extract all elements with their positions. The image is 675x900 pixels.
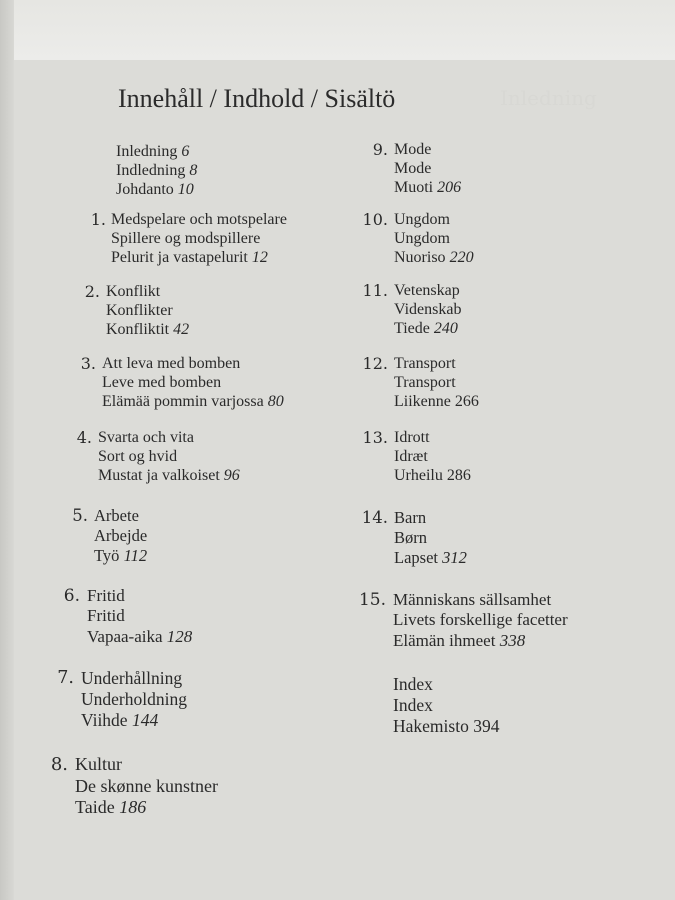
chapter-14-page: 312 (442, 547, 467, 567)
chapter-6-page: 128 (166, 626, 193, 646)
bleed-through-heading: Inledning (500, 86, 597, 110)
chapter-10 (394, 210, 474, 268)
chapter-8-page: 186 (119, 797, 147, 818)
chapter-7-fi: Viihde (81, 710, 128, 730)
chapter-15-number: 15. (358, 590, 386, 610)
chapter-12 (394, 354, 479, 412)
intro-fi-page: 10 (177, 181, 194, 199)
chapter-10-sv: Ungdom (394, 211, 450, 228)
chapter-3 (102, 354, 284, 412)
chapter-3-page: 80 (267, 393, 284, 411)
chapter-6-fi: Vapaa-aika (87, 626, 163, 646)
chapter-4-number: 4. (76, 428, 92, 447)
chapter-6 (87, 586, 192, 647)
chapter-5-page: 112 (123, 545, 148, 565)
chapter-6-da: Fritid (87, 606, 125, 626)
chapter-10-fi: Nuoriso (394, 249, 446, 267)
chapter-15-page: 338 (499, 630, 526, 650)
chapter-9 (394, 140, 461, 198)
chapter-8-fi: Taide (75, 797, 115, 818)
toc-intro (116, 142, 197, 200)
chapter-2-da: Konflikter (106, 302, 173, 320)
chapter-4-da: Sort og hvid (98, 448, 178, 466)
chapter-7 (81, 668, 187, 731)
chapter-11-page: 240 (433, 320, 458, 338)
chapter-13-fi: Urheilu (394, 467, 443, 485)
chapter-5-sv: Arbete (94, 506, 139, 525)
chapter-11-sv: Vetenskap (394, 282, 460, 299)
chapter-9-da: Mode (394, 160, 432, 178)
chapter-7-page: 144 (131, 710, 159, 730)
chapter-11-number: 11. (362, 281, 388, 300)
chapter-7-da: Underholdning (81, 689, 187, 709)
toc-index (393, 674, 499, 737)
chapter-8-number: 8. (50, 754, 68, 775)
chapter-14-da: Børn (394, 527, 427, 547)
chapter-14-sv: Barn (394, 508, 427, 527)
chapter-2-fi: Konfliktit (106, 321, 170, 339)
chapter-9-page: 206 (437, 179, 462, 197)
chapter-13 (394, 428, 471, 486)
chapter-1-page: 12 (251, 249, 268, 267)
chapter-8 (75, 754, 218, 819)
chapter-12-page: 266 (454, 393, 479, 411)
chapter-1-da: Spillere og modspillere (111, 230, 261, 248)
binding-edge (0, 0, 14, 900)
chapter-15 (393, 590, 568, 651)
chapter-8-da: De skønne kunstner (75, 775, 218, 796)
intro-fi: Johdanto (116, 181, 174, 199)
chapter-5-number: 5. (72, 506, 88, 525)
chapter-9-sv: Mode (394, 141, 432, 158)
chapter-14-fi: Lapset (394, 547, 438, 567)
chapter-5 (94, 506, 147, 565)
index-da: Index (393, 695, 433, 715)
chapter-11-fi: Tiede (394, 320, 430, 338)
chapter-2-sv: Konflikt (106, 283, 161, 300)
intro-sv-page: 6 (181, 143, 190, 160)
chapter-2-number: 2. (84, 282, 100, 301)
chapter-1-sv: Medspelare och motspelare (111, 211, 287, 228)
chapter-13-sv: Idrott (394, 429, 430, 446)
chapter-10-page: 220 (449, 249, 474, 267)
chapter-1-number: 1. (90, 210, 106, 229)
chapter-7-number: 7. (57, 668, 74, 688)
chapter-2-page: 42 (173, 321, 190, 339)
chapter-14 (394, 508, 467, 567)
chapter-15-fi: Elämän ihmeet (393, 630, 496, 650)
chapter-4-page: 96 (223, 467, 240, 485)
chapter-2 (106, 282, 189, 340)
chapter-12-number: 12. (362, 354, 388, 373)
chapter-13-number: 13. (362, 428, 388, 447)
chapter-12-sv: Transport (394, 355, 456, 372)
chapter-10-number: 10. (362, 210, 388, 229)
chapter-12-da: Transport (394, 374, 456, 392)
chapter-3-sv: Att leva med bomben (102, 355, 241, 372)
chapter-4 (98, 428, 240, 486)
chapter-6-sv: Fritid (87, 586, 125, 605)
chapter-10-da: Ungdom (394, 230, 450, 248)
chapter-11-da: Videnskab (394, 301, 462, 319)
index-fi: Hakemisto (393, 716, 469, 736)
chapter-6-number: 6. (63, 586, 80, 606)
chapter-13-da: Idræt (394, 448, 428, 466)
chapter-5-fi: Työ (94, 545, 120, 565)
chapter-4-fi: Mustat ja valkoiset (98, 467, 220, 485)
chapter-15-da: Livets forskellige facetter (393, 610, 568, 630)
chapter-5-da: Arbejde (94, 525, 148, 545)
chapter-4-sv: Svarta och vita (98, 429, 194, 446)
page-title: Innehåll / Indhold / Sisältö (118, 84, 396, 113)
intro-sv: Inledning (116, 143, 178, 160)
chapter-14-number: 14. (361, 508, 388, 527)
page-top-shadow (0, 0, 675, 60)
chapter-9-number: 9. (372, 140, 388, 159)
index-sv: Index (393, 674, 433, 694)
chapter-3-fi: Elämää pommin varjossa (102, 393, 264, 411)
chapter-1 (111, 210, 287, 268)
intro-da: Indledning (116, 162, 186, 180)
index-page: 394 (473, 716, 500, 736)
chapter-9-fi: Muoti (394, 179, 434, 197)
intro-da-page: 8 (189, 162, 198, 180)
chapter-3-number: 3. (80, 354, 96, 373)
chapter-8-sv: Kultur (75, 754, 122, 774)
chapter-11 (394, 281, 461, 339)
chapter-12-fi: Liikenne (394, 393, 451, 411)
chapter-13-page: 286 (446, 467, 471, 485)
chapter-3-da: Leve med bomben (102, 374, 222, 392)
chapter-1-fi: Pelurit ja vastapelurit (111, 249, 248, 267)
chapter-7-sv: Underhållning (81, 668, 183, 688)
chapter-15-sv: Människans sällsamhet (393, 590, 552, 609)
